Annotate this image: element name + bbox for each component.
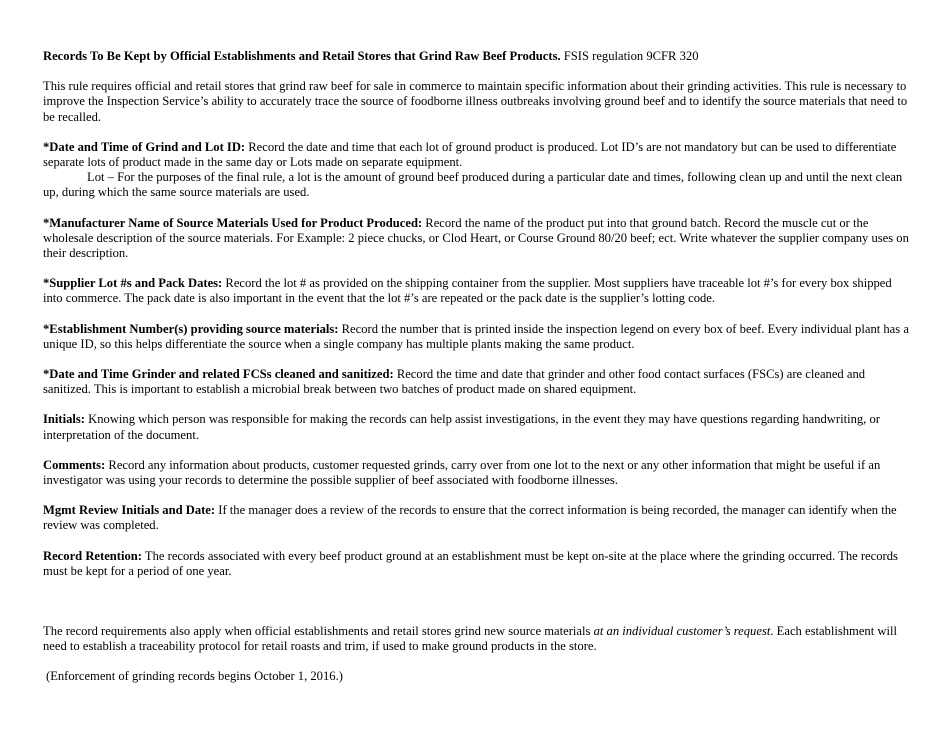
document-page	[43, 49, 913, 685]
date-time-label: *Date and Time of Grind and Lot ID:	[43, 139, 246, 154]
document-title	[43, 49, 913, 64]
title-bold: Records To Be Kept by Official Establishments and Retail Stores that Grind Raw Beef Products.	[43, 49, 561, 63]
title-regulation: FSIS regulation 9CFR 320	[560, 49, 699, 63]
customer-request-after: . Each establishment will need to establish a traceability protocol for retail roasts and trim, if used to make ground products in the store.	[43, 624, 897, 654]
section-supplier	[43, 276, 913, 306]
comments-text: Record any information about products, customer requested grinds, carry over from one lot to the next or any other information that might be useful if an investigator was using your records to determine the possible supplier of beef associated with foodborne illnesses.	[43, 457, 881, 488]
grinder-clean-label: *Date and Time Grinder and related FCSs cleaned and sanitized:	[43, 367, 394, 382]
section-date-time	[43, 140, 913, 201]
record-retention-label: Record Retention:	[43, 548, 142, 563]
manufacturer-text: Record the name of the product put into that ground batch. Record the muscle cut or the wholesale description of the source materials. For Example: 2 piece chucks, or Clod Heart, or Course Ground 80/20 beef; ect. Write whatever the supplier company uses on their description.	[43, 215, 909, 261]
customer-request-italic: at an individual customer’s request	[593, 624, 771, 639]
section-record-retention	[43, 549, 913, 579]
section-initials	[43, 412, 913, 442]
establishment-text: Record the number that is printed inside the inspection legend on every box of beef. Every individual plant has a unique ID, so this helps differentiate the source when a single company has multiple plants making the same product.	[43, 321, 909, 351]
customer-request-before: The record requirements also apply when official establishments and retail stores grind new source materials	[43, 624, 594, 639]
supplier-label: *Supplier Lot #s and Pack Dates:	[43, 276, 223, 291]
enforcement-note: (Enforcement of grinding records begins October 1, 2016.)	[46, 669, 343, 684]
section-comments	[43, 458, 913, 488]
manufacturer-label: *Manufacturer Name of Source Materials Used for Product Produced:	[43, 215, 423, 230]
date-time-text: Record the date and time that each lot of ground product is produced. Lot ID’s are not mandatory but can be used to differentiate separate lots of product made in the same day or Lots made on separate equipment.	[43, 139, 897, 170]
initials-text: Knowing which person was responsible for making the records can help assist investigations, in the event they may have questions regarding handwriting, or interpretation of the document.	[43, 412, 880, 442]
section-mgmt-review	[43, 503, 913, 533]
establishment-label: *Establishment Number(s) providing source materials:	[43, 321, 339, 336]
mgmt-review-label: Mgmt Review Initials and Date:	[43, 503, 216, 518]
spacer	[43, 594, 913, 624]
comments-label: Comments:	[43, 457, 106, 472]
section-manufacturer	[43, 216, 913, 262]
record-retention-text: The records associated with every beef product ground at an establishment must be kept on-site at the place where the grinding occurred. The records must be kept for a period of one year.	[43, 548, 898, 578]
date-time-paragraph	[43, 140, 913, 170]
section-grinder-clean	[43, 367, 913, 397]
customer-request-paragraph	[43, 624, 913, 654]
section-establishment	[43, 322, 913, 352]
mgmt-review-text: If the manager does a review of the records to ensure that the correct information is being recorded, the manager can identify when the review was completed.	[43, 503, 897, 533]
grinder-clean-text: Record the time and date that grinder and other food contact surfaces (FSCs) are cleaned and sanitized. This is important to establish a microbial break between two batches of product made on shared equipment.	[43, 367, 866, 397]
supplier-text: Record the lot # as provided on the shipping container from the supplier. Most suppliers have traceable lot #’s for every box shipped into commerce. The pack date is also important in the event that the lot #’s are repeated or the pack date is the supplier’s lotting code.	[43, 276, 892, 306]
intro-paragraph: This rule requires official and retail stores that grind raw beef for sale in commerce to maintain specific information about their grinding activities. This rule is necessary to improve the Inspection Service’s ability to accurately trace the source of foodborne illness outbreaks involving ground beef and to identify the source materials that need to be recalled.	[43, 79, 908, 124]
initials-label: Initials:	[43, 412, 85, 427]
lot-definition: Lot – For the purposes of the final rule, a lot is the amount of ground beef produced during a particular date and times, following clean up and until the next clean up, during which the same source materials are used.	[43, 170, 903, 200]
